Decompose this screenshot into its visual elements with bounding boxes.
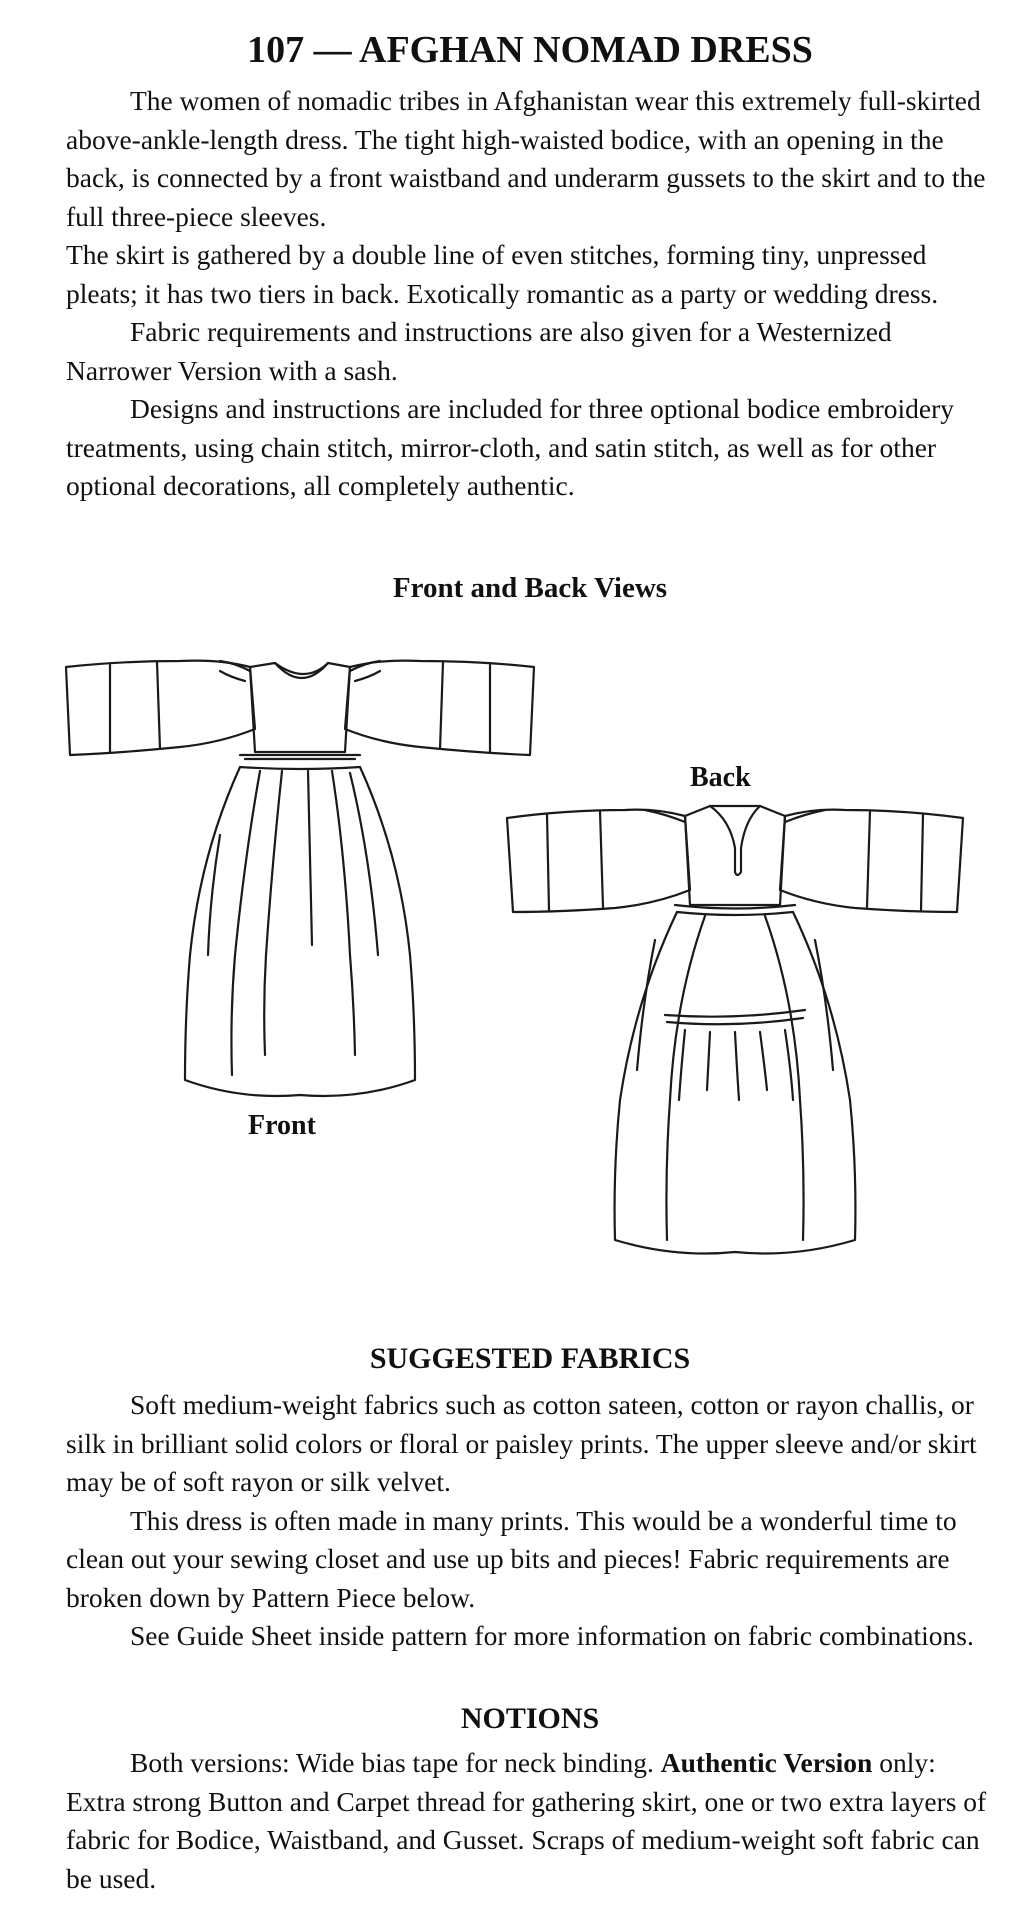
notions-text-start: Both versions: Wide bias tape for neck binding.: [130, 1747, 661, 1778]
intro-section: [66, 82, 1001, 506]
notions-paragraph: [66, 1744, 1001, 1898]
notions-heading: NOTIONS: [460, 1702, 600, 1735]
fabrics-paragraph-2: This dress is often made in many prints. This would be a wonderful time to clean out your sewing closet and use up bits and pieces! Fabric requirements are broken down by Pattern Piece below.: [66, 1504, 957, 1613]
intro-paragraph-1b: The skirt is gathered by a double line of even stitches, forming tiny, unpressed pleats; it has two tiers in back. Exotically romantic as a party or wedding dress.: [66, 239, 939, 309]
fabrics-paragraph-3: See Guide Sheet inside pattern for more information on fabric combinations.: [130, 1620, 974, 1651]
views-heading: Front and Back Views: [392, 572, 668, 604]
intro-paragraph-1: The women of nomadic tribes in Afghanistan wear this extremely full-skirted above-ankle-length dress. The tight high-waisted bodice, with an opening in the back, is connected by a front waistband and underarm gussets to the skirt and to the full three-piece sleeves.: [66, 85, 986, 232]
front-label: Front: [248, 1110, 316, 1141]
fabrics-paragraph-1: Soft medium-weight fabrics such as cotton sateen, cotton or rayon challis, or silk in brilliant solid colors or floral or paisley prints. The upper sleeve and/or skirt may be of soft rayon or silk velvet.: [66, 1389, 977, 1497]
front-dress-illustration: [60, 655, 540, 1105]
fabrics-heading: SUGGESTED FABRICS: [369, 1342, 691, 1375]
back-label: Back: [690, 762, 751, 793]
fabrics-section: [66, 1386, 1001, 1656]
back-dress-illustration: [505, 800, 965, 1260]
notions-section: [66, 1744, 1001, 1898]
intro-paragraph-2: Fabric requirements and instructions are also given for a Westernized Narrower Version with a sash.: [66, 316, 892, 386]
notions-text-end: only: Extra strong Button and Carpet thread for gathering skirt, one or two extra layers of fabric for Bodice, Waistband, and Gusset. Scraps of medium-weight soft fabric can be used.: [66, 1747, 987, 1894]
notions-authentic-version: Authentic Version: [660, 1747, 873, 1778]
intro-paragraph-3: Designs and instructions are included for three optional bodice embroidery treatments, using chain stitch, mirror-cloth, and satin stitch, as well as for other optional decorations, all completely authentic.: [66, 393, 954, 501]
page-title: 107 — AFGHAN NOMAD DRESS: [247, 29, 813, 71]
